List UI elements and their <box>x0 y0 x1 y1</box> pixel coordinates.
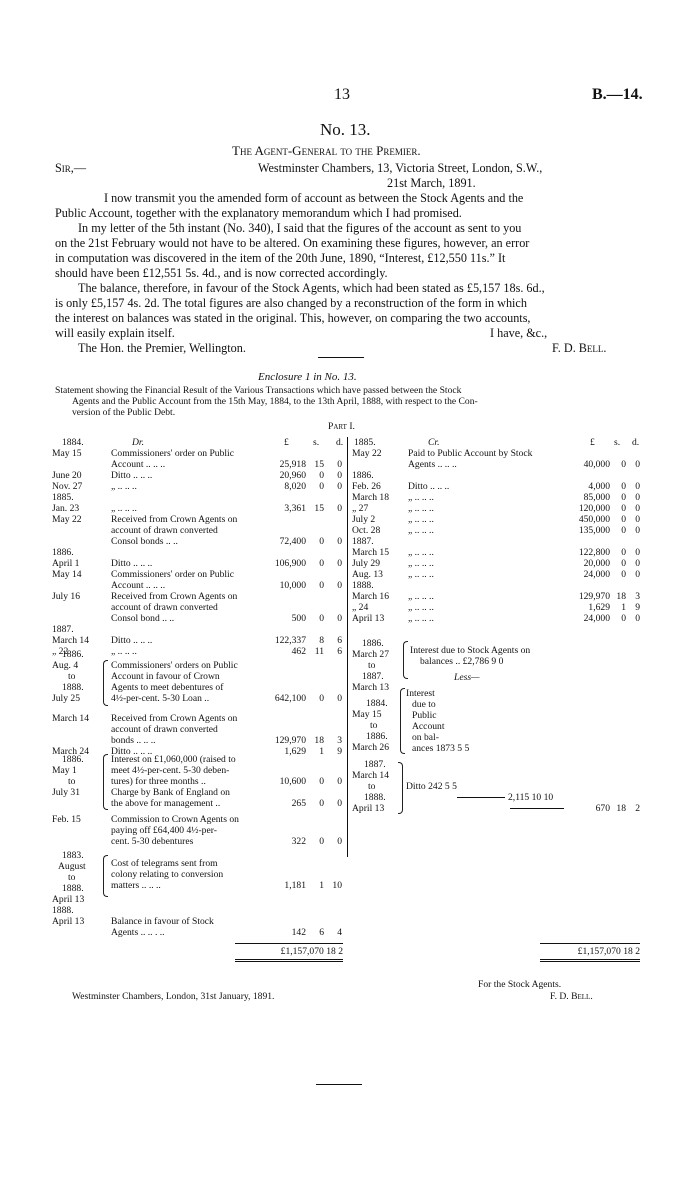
brace <box>400 688 405 754</box>
amount-shillings: 15 <box>314 503 324 514</box>
amount-pounds: 24,000 <box>583 613 610 624</box>
amount-shillings: 18 <box>616 803 626 814</box>
row-date: May 22 <box>352 448 382 459</box>
amount-shillings: 0 <box>621 569 626 580</box>
row-text: „ .. .. .. <box>408 569 434 580</box>
amount-shillings: 1 <box>319 880 324 891</box>
amount-pence: 0 <box>635 569 640 580</box>
dr-block3-date: 1888. <box>62 883 84 894</box>
cr-less-text: ances 1873 5 5 <box>412 743 470 754</box>
row-text: cent. 5-30 debentures <box>111 836 194 847</box>
brace <box>103 855 108 897</box>
amount-pence: 0 <box>635 514 640 525</box>
dr-total: £1,157,070 18 2 <box>280 946 343 957</box>
amount-pence: 6 <box>337 635 342 646</box>
amount-pence: 2 <box>635 803 640 814</box>
cr-ditto-date: April 13 <box>352 803 385 814</box>
dr-block2-text: meet 4½-per-cent. 5-30 deben- <box>111 765 230 776</box>
amount-pounds: 129,970 <box>578 591 610 602</box>
row-text: „ .. .. .. <box>111 646 137 657</box>
cr-interest-date: March 13 <box>352 682 390 693</box>
amount-pence: 0 <box>635 503 640 514</box>
row-date: March 18 <box>352 492 390 503</box>
amount-shillings: 0 <box>319 836 324 847</box>
dr-block1-text: Commissioners' orders on Public <box>111 660 238 671</box>
amount-shillings: 0 <box>319 470 324 481</box>
row-text: „ .. .. .. <box>408 547 434 558</box>
amount-pounds: 72,400 <box>279 536 306 547</box>
total-rule <box>540 943 640 944</box>
cr-less-text: Account <box>412 721 445 732</box>
signature: F. D. Bell. <box>552 341 607 355</box>
row-text: „ .. .. .. <box>408 613 434 624</box>
amount-pounds: 40,000 <box>583 459 610 470</box>
amount-pence: 0 <box>635 547 640 558</box>
dr-block2-text: Interest on £1,060,000 (raised to <box>111 754 236 765</box>
amount-pence: 0 <box>635 481 640 492</box>
dr-block3-text: colony relating to conversion <box>111 869 224 880</box>
total-rule <box>540 959 640 960</box>
dr-block1-text: 4½-per-cent. 5-30 Loan .. <box>111 693 210 704</box>
total-rule <box>235 943 343 944</box>
cr-less-date: March 26 <box>352 742 390 753</box>
cr-less-date: 1886. <box>366 731 388 742</box>
row-date: „ 27 <box>352 503 369 514</box>
row-text: Ditto .. .. .. <box>408 481 450 492</box>
row-date: March 15 <box>352 547 390 558</box>
amount-pence: 0 <box>337 536 342 547</box>
row-text: Agents .. .. . .. <box>111 927 165 938</box>
amount-pence: 0 <box>337 580 342 591</box>
cr-interest-date: 1886. <box>362 638 384 649</box>
cr-interest-text: Interest due to Stock Agents on <box>410 645 531 656</box>
row-date: 1886. <box>52 547 74 558</box>
dr-block1-text: Account in favour of Crown <box>111 671 220 682</box>
amount-pounds: 20,960 <box>279 470 306 481</box>
dr-block1-text: Agents to meet debentures of <box>111 682 224 693</box>
row-text: bonds .. .. .. <box>111 735 156 746</box>
row-date: „ 24 <box>352 602 369 613</box>
amount-pounds: 450,000 <box>578 514 610 525</box>
dr-label: Dr. <box>132 437 144 448</box>
cr-ditto-text: Ditto 242 5 5 <box>406 781 457 792</box>
amount-shillings: 15 <box>314 459 324 470</box>
amount-pence: 3 <box>337 735 342 746</box>
dr-block1-date: to <box>68 671 76 682</box>
row-date: 1886. <box>352 470 374 481</box>
dr-block2-date: July 31 <box>52 787 80 798</box>
amount-shillings: 0 <box>621 558 626 569</box>
dr-block2-text: tures) for three months .. <box>111 776 206 787</box>
row-date: July 2 <box>352 514 376 525</box>
amount-pounds: 8,020 <box>284 481 306 492</box>
amount-pence: 0 <box>337 459 342 470</box>
dr-block3-text: Cost of telegrams sent from <box>111 858 218 869</box>
subtotal-rule <box>457 797 505 798</box>
place-date: Westminster Chambers, London, 31st January, 1891. <box>72 991 275 1002</box>
amount-pence: 0 <box>337 836 342 847</box>
amount-pounds: 670 <box>595 803 610 814</box>
row-text: „ .. .. .. <box>408 514 434 525</box>
row-text: account of drawn converted <box>111 525 218 536</box>
amount-pounds: 462 <box>291 646 306 657</box>
amount-pounds: 142 <box>291 927 306 938</box>
address-line-1: Westminster Chambers, 13, Victoria Street, London, S.W., <box>258 161 543 175</box>
row-date: 1888. <box>352 580 374 591</box>
row-date: July 29 <box>352 558 380 569</box>
row-date: March 24 <box>52 746 90 757</box>
row-text: Agents .. .. .. <box>408 459 457 470</box>
paragraph-2-line-2: on the 21st February would not have to be altered. On examining these figures, however, an error <box>55 236 530 250</box>
amount-pounds: 3,361 <box>284 503 306 514</box>
total-rule <box>235 961 343 962</box>
row-date: April 13 <box>52 916 85 927</box>
dr-block2-date: 1886. <box>62 754 84 765</box>
amount-pence: 0 <box>337 798 342 809</box>
dr-block3-date: to <box>68 872 76 883</box>
row-text: Ditto .. .. .. <box>111 558 153 569</box>
row-text: „ .. .. .. <box>408 503 434 514</box>
amount-pence: 0 <box>635 558 640 569</box>
cr-ditto-date: March 14 <box>352 770 390 781</box>
row-date: Aug. 13 <box>352 569 383 580</box>
row-text: „ .. .. .. <box>408 602 434 613</box>
row-date: 1885. <box>52 492 74 503</box>
dr-block3-date: August <box>58 861 86 872</box>
dr-block2-text: the above for management .. <box>111 798 221 809</box>
cr-less-text: Interest <box>406 688 435 699</box>
amount-pence: 0 <box>635 613 640 624</box>
amount-pounds: 25,918 <box>279 459 306 470</box>
row-date: Jan. 23 <box>52 503 80 514</box>
row-text: Paid to Public Account by Stock <box>408 448 533 459</box>
row-date: March 14 <box>52 635 90 646</box>
amount-shillings: 0 <box>319 613 324 624</box>
row-text: Account .. .. .. <box>111 580 166 591</box>
cr-year: 1885. <box>354 437 376 448</box>
letter-heading: The Agent-General to the Premier. <box>232 143 421 158</box>
amount-pence: 0 <box>337 503 342 514</box>
row-text: „ .. .. .. <box>111 481 137 492</box>
row-date: May 15 <box>52 448 82 459</box>
dr-block1-date: Aug. 4 <box>52 660 79 671</box>
cr-interest-date: 1887. <box>362 671 384 682</box>
amount-pounds: 500 <box>291 613 306 624</box>
cr-total: £1,157,070 18 2 <box>577 946 640 957</box>
dr-col-s: s. <box>313 437 320 448</box>
amount-shillings: 0 <box>621 547 626 558</box>
amount-shillings: 0 <box>621 459 626 470</box>
cr-subtotal: 2,115 10 10 <box>508 792 554 803</box>
row-text: „ .. .. .. <box>408 558 434 569</box>
row-text: Received from Crown Agents on <box>111 713 238 724</box>
amount-pence: 4 <box>337 927 342 938</box>
row-text: „ .. .. .. <box>408 591 434 602</box>
row-text: Ditto .. .. .. <box>111 470 153 481</box>
amount-shillings: 1 <box>319 746 324 757</box>
amount-shillings: 0 <box>621 503 626 514</box>
dr-block2-date: to <box>68 776 76 787</box>
brace <box>398 762 403 814</box>
amount-shillings: 0 <box>319 776 324 787</box>
cr-col-s: s. <box>614 437 621 448</box>
amount-pence: 0 <box>635 492 640 503</box>
row-date: 1887. <box>352 536 374 547</box>
statement-line-1: Statement showing the Financial Result of the Various Transactions which have passed between the Stock <box>55 385 462 396</box>
row-date: Feb. 26 <box>352 481 381 492</box>
amount-pence: 0 <box>337 693 342 704</box>
paragraph-2-line-1: In my letter of the 5th instant (No. 340), I said that the figures of the account as sent to you <box>78 221 522 235</box>
cr-less-text: due to <box>412 699 436 710</box>
amount-shillings: 18 <box>616 591 626 602</box>
paragraph-3-line-4: will easily explain itself. <box>55 326 175 340</box>
dr-block2-date: May 1 <box>52 765 77 776</box>
salutation: Sir,— <box>55 161 87 175</box>
row-date: July 16 <box>52 591 80 602</box>
row-date: Oct. 28 <box>352 525 381 536</box>
row-date: Nov. 27 <box>52 481 83 492</box>
address-line-2: 21st March, 1891. <box>387 176 476 190</box>
closing: I have, &c., <box>490 326 548 340</box>
amount-pence: 0 <box>337 481 342 492</box>
row-text: Ditto .. .. .. <box>111 635 153 646</box>
row-date: April 13 <box>352 613 385 624</box>
row-text: account of drawn converted <box>111 602 218 613</box>
row-date: 1888. <box>52 905 74 916</box>
row-date: May 22 <box>52 514 82 525</box>
dr-block1-date: 1886. <box>62 649 84 660</box>
amount-shillings: 11 <box>314 646 324 657</box>
cr-less-date: May 15 <box>352 709 382 720</box>
row-date: June 20 <box>52 470 82 481</box>
amount-pounds: 20,000 <box>583 558 610 569</box>
row-text: Commissioners' order on Public <box>111 448 234 459</box>
row-text: „ .. .. .. <box>111 503 137 514</box>
dr-block1-date: 1888. <box>62 682 84 693</box>
amount-shillings: 0 <box>621 492 626 503</box>
amount-pence: 0 <box>337 776 342 787</box>
brace <box>403 641 408 679</box>
amount-pounds: 122,337 <box>274 635 306 646</box>
amount-pence: 0 <box>337 558 342 569</box>
row-date: March 16 <box>352 591 390 602</box>
total-rule <box>235 959 343 960</box>
cr-ditto-date: 1888. <box>364 792 386 803</box>
amount-shillings: 0 <box>319 693 324 704</box>
dr-block3-text: matters .. .. .. <box>111 880 161 891</box>
dr-block3-date: April 13 <box>52 894 85 905</box>
letter-number: No. 13. <box>320 120 371 139</box>
amount-pounds: 265 <box>291 798 306 809</box>
amount-pounds: 322 <box>291 836 306 847</box>
row-text: Received from Crown Agents on <box>111 591 238 602</box>
paragraph-3-line-3: the interest on balances was stated in the original. This, however, on comparing the two accounts, <box>55 311 531 325</box>
row-text: paying off £64,400 4½-per- <box>111 825 217 836</box>
row-text: Received from Crown Agents on <box>111 514 238 525</box>
subtotal-rule <box>510 808 564 809</box>
amount-pence: 9 <box>337 746 342 757</box>
row-text: Commissioners' order on Public <box>111 569 234 580</box>
amount-pence: 9 <box>635 602 640 613</box>
less-label: Less— <box>454 672 480 683</box>
amount-pounds: 129,970 <box>274 735 306 746</box>
row-text: Account .. .. .. <box>111 459 166 470</box>
amount-shillings: 0 <box>319 558 324 569</box>
row-date: March 14 <box>52 713 90 724</box>
amount-shillings: 0 <box>319 481 324 492</box>
amount-shillings: 8 <box>319 635 324 646</box>
column-separator <box>347 437 348 857</box>
amount-pence: 10 <box>332 880 342 891</box>
dr-block1-date: July 25 <box>52 693 80 704</box>
divider <box>318 357 364 358</box>
amount-pence: 0 <box>337 470 342 481</box>
paragraph-3-line-1: The balance, therefore, in favour of the Stock Agents, which had been stated as £5,157 18s. 6d., <box>78 281 545 295</box>
paragraph-3-line-2: is only £5,157 4s. 2d. The total figures are also changed by a reconstruction of the form in which <box>55 296 527 310</box>
amount-pounds: 106,900 <box>274 558 306 569</box>
row-text: Commission to Crown Agents on <box>111 814 239 825</box>
part-label: Part I. <box>328 421 355 432</box>
addressee: The Hon. the Premier, Wellington. <box>78 341 246 355</box>
amount-pence: 0 <box>635 459 640 470</box>
brace <box>103 754 108 810</box>
amount-pounds: 1,181 <box>284 880 306 891</box>
amount-pence: 6 <box>337 646 342 657</box>
row-text: account of drawn converted <box>111 724 218 735</box>
amount-pounds: 85,000 <box>583 492 610 503</box>
row-text: „ .. .. .. <box>408 492 434 503</box>
row-date: April 1 <box>52 558 80 569</box>
paragraph-1-line-2: Public Account, together with the explanatory memorandum which I had promised. <box>55 206 462 220</box>
cr-less-text: Public <box>412 710 437 721</box>
amount-shillings: 0 <box>319 536 324 547</box>
amount-shillings: 0 <box>319 798 324 809</box>
cr-ditto-date: 1887. <box>364 759 386 770</box>
amount-shillings: 0 <box>621 525 626 536</box>
dr-year: 1884. <box>62 437 84 448</box>
dr-block2-text: Charge by Bank of England on <box>111 787 230 798</box>
cr-interest-text: balances .. £2,786 9 0 <box>420 656 504 667</box>
amount-pounds: 1,629 <box>588 602 610 613</box>
amount-pounds: 10,600 <box>279 776 306 787</box>
amount-shillings: 18 <box>314 735 324 746</box>
dr-col-pound: £ <box>284 437 289 448</box>
amount-pounds: 24,000 <box>583 569 610 580</box>
statement-line-2: Agents and the Public Account from the 15th May, 1884, to the 13th April, 1888, with respect to the Con- <box>72 396 478 407</box>
row-text: „ .. .. .. <box>408 525 434 536</box>
signed-by: F. D. Bell. <box>550 991 593 1002</box>
amount-pounds: 120,000 <box>578 503 610 514</box>
cr-interest-date: March 27 <box>352 649 390 660</box>
end-rule <box>316 1084 362 1085</box>
amount-shillings: 1 <box>621 602 626 613</box>
cr-less-date: to <box>370 720 378 731</box>
dr-col-d: d. <box>336 437 344 448</box>
row-text: Consol bonds .. .. <box>111 536 178 547</box>
statement-line-3: version of the Public Debt. <box>72 407 176 418</box>
row-date: 1887. <box>52 624 74 635</box>
dr-block3-date: 1883. <box>62 850 84 861</box>
report-code: B.—14. <box>592 86 643 103</box>
paragraph-2-line-3: in computation was discovered in the item of the 20th June, 1890, “Interest, £12,550 11s.” It <box>55 251 506 265</box>
amount-shillings: 0 <box>621 514 626 525</box>
row-date: „ 22 <box>52 646 69 657</box>
amount-pounds: 10,000 <box>279 580 306 591</box>
row-text: Balance in favour of Stock <box>111 916 214 927</box>
cr-less-date: 1884. <box>366 698 388 709</box>
row-text: Ditto .. .. .. <box>111 746 153 757</box>
paragraph-2-line-4: should have been £12,551 5s. 4d., and is now corrected accordingly. <box>55 266 388 280</box>
amount-shillings: 6 <box>319 927 324 938</box>
brace <box>103 660 108 706</box>
enclosure-label: Enclosure 1 in No. 13. <box>258 371 357 383</box>
cr-col-pound: £ <box>590 437 595 448</box>
signed-for: For the Stock Agents. <box>478 979 562 990</box>
amount-pounds: 642,100 <box>274 693 306 704</box>
paragraph-1-line-1: I now transmit you the amended form of account as between the Stock Agents and the <box>104 191 524 205</box>
amount-pounds: 135,000 <box>578 525 610 536</box>
cr-interest-date: to <box>368 660 376 671</box>
amount-pence: 0 <box>337 613 342 624</box>
amount-shillings: 0 <box>621 481 626 492</box>
amount-pence: 3 <box>635 591 640 602</box>
row-date: Feb. 15 <box>52 814 81 825</box>
page-number: 13 <box>334 86 350 103</box>
row-date: May 14 <box>52 569 82 580</box>
cr-col-d: d. <box>632 437 640 448</box>
amount-pounds: 1,629 <box>284 746 306 757</box>
cr-less-text: on bal- <box>412 732 439 743</box>
amount-shillings: 0 <box>319 580 324 591</box>
amount-shillings: 0 <box>621 613 626 624</box>
amount-pounds: 122,800 <box>578 547 610 558</box>
cr-ditto-date: to <box>368 781 376 792</box>
row-text: Consol bond .. .. <box>111 613 175 624</box>
total-rule <box>540 961 640 962</box>
amount-pence: 0 <box>635 525 640 536</box>
cr-label: Cr. <box>428 437 440 448</box>
amount-pounds: 4,000 <box>588 481 610 492</box>
